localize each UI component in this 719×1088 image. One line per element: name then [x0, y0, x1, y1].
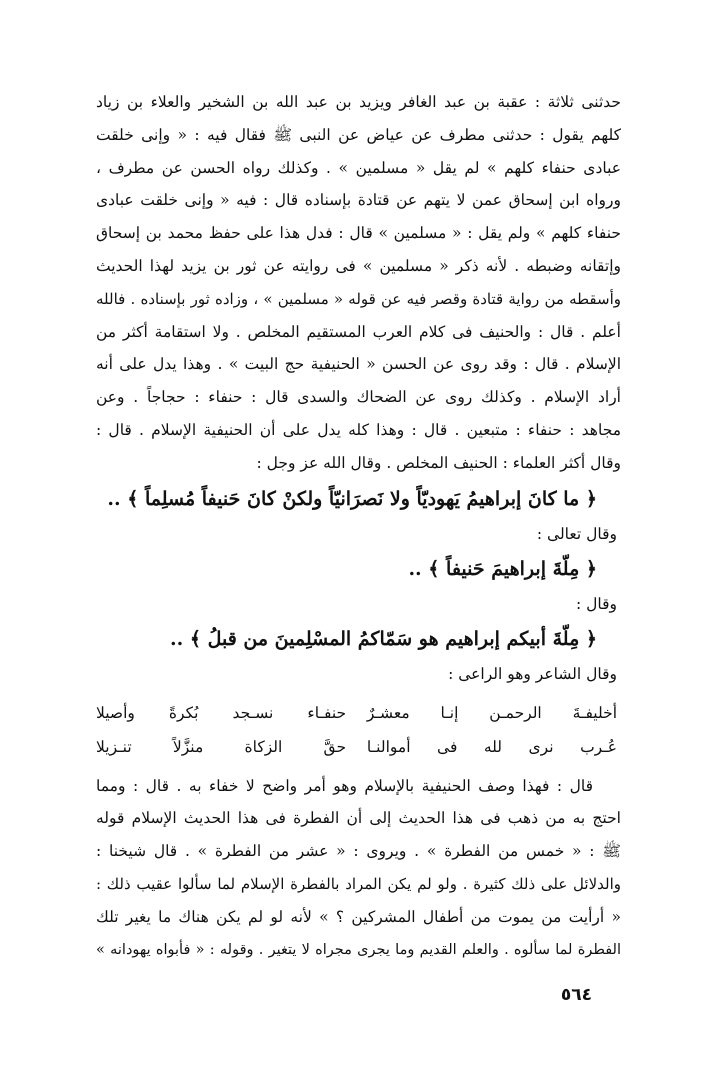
- quran-verse-3: ﴿ مِلّةَ أبيكم إبراهيم هو سَمّاكمُ المسْلِمينَ من قبلُ ﴾ ..: [170, 627, 597, 650]
- page-number: ٥٦٤: [560, 985, 592, 1005]
- text-line: الفطرة لما سألوه . والعلم القديم وما يجرى مجراه لا يتغير . وقوله : « فأبواه يهودانه »: [96, 941, 621, 958]
- poem-intro: وقال الشاعر وهو الراعى :: [448, 664, 617, 683]
- text-line: « أرأيت من يموت من أطفال المشركين ؟ » لأنه لو لم يكن هناك ما يغير تلك: [96, 907, 621, 926]
- poem-verse: [96, 696, 621, 730]
- text-line: حنفاء كلهم » ولم يقل : « مسلمين » قال : فدل هذا على حفظ محمد بن إسحاق: [96, 224, 621, 243]
- poem-second-hemistich: حنفـاء نسـجد بُكرةً وأصيلا: [96, 703, 347, 722]
- text-line: ﷺ : « خمس من الفطرة » . ويروى : « عشر من الفطرة » . قال شيخنا :: [96, 842, 621, 861]
- poem-second-hemistich: حقَّ الزكاة منزَّلاً تنـزيلا: [96, 737, 347, 756]
- text-line: والدلائل على ذلك كثيرة . ولو لم يكن المراد بالفطرة الإسلام لما سألوا عقيب ذلك :: [96, 874, 621, 893]
- text-line: مجاهد : حنفاء : متبعين . قال : وهذا كله يدل على أن الحنيفية الإسلام . قال :: [96, 420, 621, 439]
- poem-first-hemistich: أخليفـةَ الرحمـن إنـا معشـرٌ: [366, 703, 617, 722]
- text-line: أراد الإسلام . وكذلك روى عن الضحاك والسدى قال : حنفاء : حجاجاً . وعن: [96, 388, 621, 407]
- text-line: كلهم يقول : حدثنى مطرف عن عياض عن النبى ﷺ فقال فيه : « وإنى خلقت: [96, 125, 621, 144]
- text-line: عبادى حنفاء كلهم » لم يقل « مسلمين » . وكذلك رواه الحسن عن مطرف ،: [96, 158, 621, 177]
- page-text: [96, 86, 621, 966]
- text-line: الإسلام . قال : وقد روى عن الحسن « الحنيفية حج البيت » . وهذا يدل على أنه: [96, 355, 621, 374]
- text-line: احتج به من ذهب فى هذا الحديث إلى أن الفطرة فى هذا الحديث الإسلام قوله: [96, 809, 621, 828]
- paragraph-1: [96, 86, 621, 480]
- poem: [96, 696, 621, 764]
- quran-verse-1: ﴿ ما كانَ إبراهيمُ يَهوديّاً ولا نَصرَانيّاً ولكنْ كانَ حَنيفاً مُسلِماً ﴾ ..: [107, 487, 597, 510]
- text-line: أعلم . قال : والحنيف فى كلام العرب المستقيم المخلص . ولا استقامة أكثر من: [96, 322, 621, 341]
- text-line: حدثنى ثلاثة : عقبة بن عبد الغافر ويزيد بن عبد الله بن الشخير والعلاء بن زياد: [96, 93, 621, 111]
- poem-first-hemistich: عُـرب نرى لله فى أموالنـا: [366, 737, 617, 756]
- text-line: قال : فهذا وصف الحنيفية بالإسلام وهو أمر واضح لا خفاء به . قال : ومما: [96, 776, 593, 795]
- text-line: وأسقطه من رواية قتادة وقصر فيه عن قوله « مسلمين » ، وزاده ثور بإسناده . فالله: [96, 289, 621, 308]
- poem-verse: [96, 730, 621, 764]
- quran-verse-2: ﴿ مِلّةَ إبراهيمَ حَنيفاً ﴾ ..: [408, 557, 597, 580]
- verse-intro-1: وقال تعالى :: [536, 524, 617, 543]
- text-line: وإتقانه وضبطه . لأنه ذكر « مسلمين » فى روايته عن ثور بن يزيد لهذا الحديث: [96, 256, 621, 275]
- verse-intro-2: وقال :: [575, 594, 617, 613]
- paragraph-2: [96, 770, 621, 967]
- text-line: وقال أكثر العلماء : الحنيف المخلص . وقال الله عز وجل :: [256, 453, 621, 472]
- text-line: ورواه ابن إسحاق عمن لا يتهم عن قتادة بإسناده قال : فيه « وإنى خلقت عبادى: [96, 191, 621, 210]
